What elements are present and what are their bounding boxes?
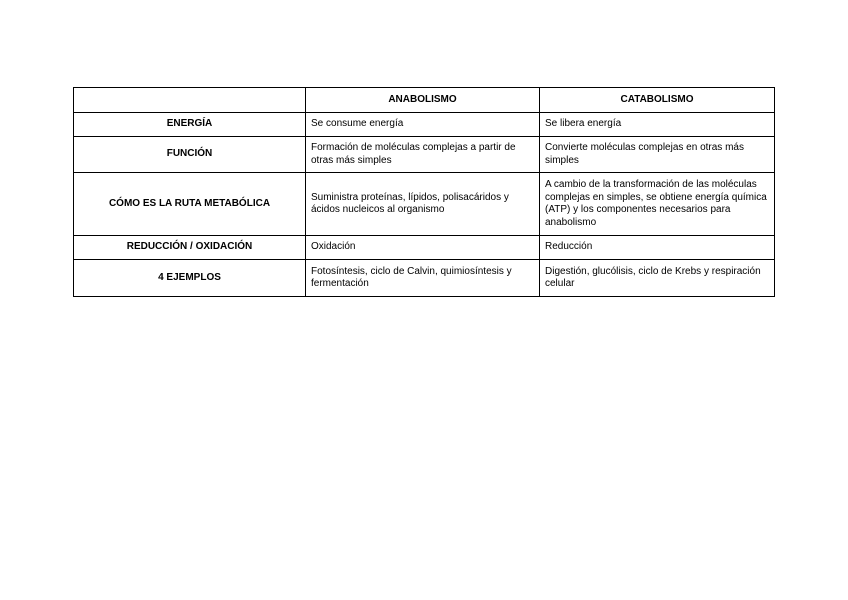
catabolismo-cell: Digestión, glucólisis, ciclo de Krebs y respiración celular	[540, 260, 775, 297]
table-row	[74, 236, 775, 260]
row-label: 4 EJEMPLOS	[74, 260, 306, 297]
anabolismo-cell: Se consume energía	[306, 113, 540, 137]
anabolismo-cell: Formación de moléculas complejas a partir de otras más simples	[306, 137, 540, 173]
catabolismo-cell: Se libera energía	[540, 113, 775, 137]
table-row	[74, 260, 775, 297]
table-header-row	[74, 88, 775, 113]
header-catabolismo: CATABOLISMO	[540, 88, 775, 113]
catabolismo-cell: Convierte moléculas complejas en otras más simples	[540, 137, 775, 173]
table-row	[74, 137, 775, 173]
table-row	[74, 173, 775, 236]
header-anabolismo: ANABOLISMO	[306, 88, 540, 113]
catabolismo-cell: Reducción	[540, 236, 775, 260]
row-label: ENERGÍA	[74, 113, 306, 137]
anabolismo-cell: Fotosíntesis, ciclo de Calvin, quimiosíntesis y fermentación	[306, 260, 540, 297]
anabolismo-cell: Oxidación	[306, 236, 540, 260]
header-empty-cell	[74, 88, 306, 113]
row-label: CÓMO ES LA RUTA METABÓLICA	[74, 173, 306, 236]
table-row	[74, 113, 775, 137]
anabolismo-cell: Suministra proteínas, lípidos, polisacáridos y ácidos nucleicos al organismo	[306, 173, 540, 236]
comparison-table	[73, 87, 775, 297]
row-label: FUNCIÓN	[74, 137, 306, 173]
catabolismo-cell: A cambio de la transformación de las moléculas complejas en simples, se obtiene energía química (ATP) y los componentes necesarios para anabolismo	[540, 173, 775, 236]
row-label: REDUCCIÓN / OXIDACIÓN	[74, 236, 306, 260]
